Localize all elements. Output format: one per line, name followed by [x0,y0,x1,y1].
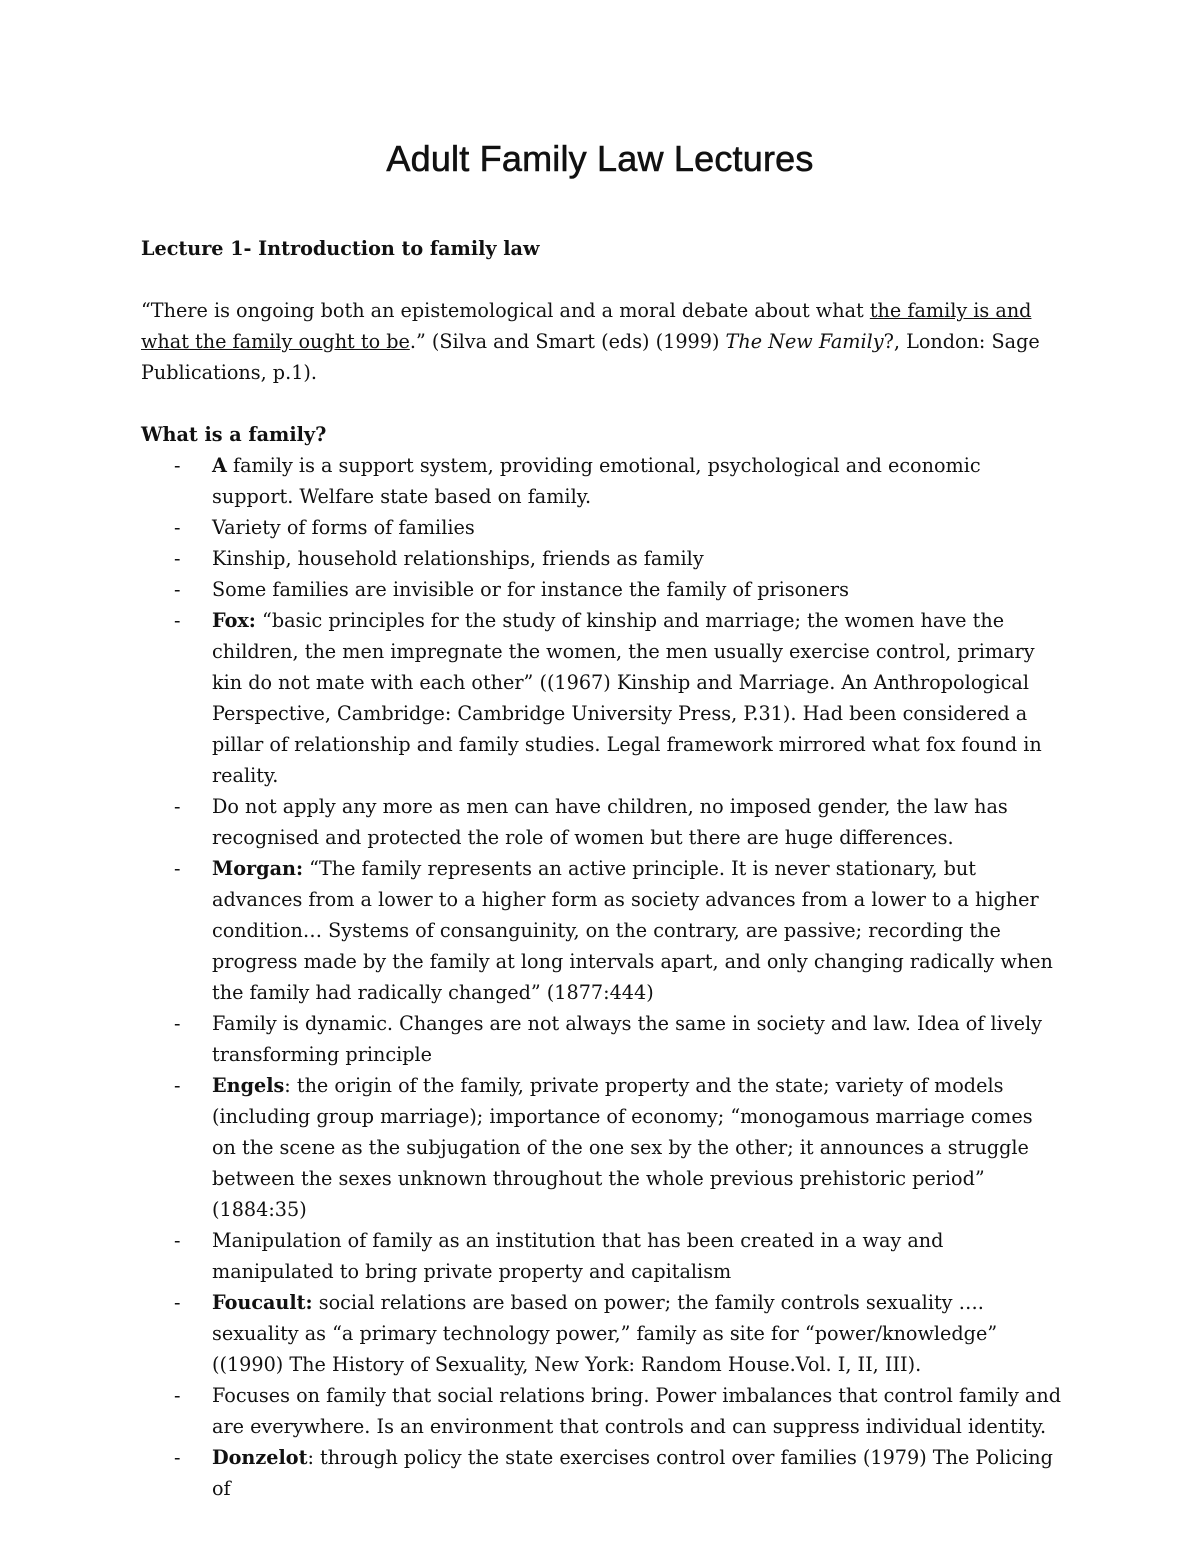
bullet-marker: - [174,1384,181,1407]
list-item [141,1287,1061,1380]
list-item-bold: Engels [212,1074,285,1097]
list-item-text: family is a support system, providing emotional, psychological and economic support. Welfare state based on family. [212,454,981,508]
list-item [141,1008,1061,1070]
lecture-heading: Lecture 1- Introduction to family law [141,237,540,260]
bullet-marker: - [174,1446,181,1469]
list-item [141,543,1061,574]
list-item-text: Do not apply any more as men can have children, no imposed gender, the law has recognised and protected the role of women but there are huge differences. [212,795,1008,849]
list-item [141,1225,1061,1287]
list-item-bold: Donzelot [212,1446,308,1469]
list-item [141,605,1061,791]
list-item-bold: A [212,454,227,477]
document-body [141,233,1061,1504]
list-item [141,853,1061,1008]
bullet-marker: - [174,1074,181,1097]
opening-quote [141,295,1061,388]
list-item [141,1442,1061,1504]
list-item-bold: Foucault: [212,1291,313,1314]
bullet-marker: - [174,516,181,539]
list-item-text: : through policy the state exercises control over families (1979) The Policing of [212,1446,1053,1500]
quote-book-title: The New Family [725,330,884,353]
list-item [141,1070,1061,1225]
bullet-marker: - [174,795,181,818]
list-item-text: Some families are invisible or for instance the family of prisoners [212,578,849,601]
bullet-marker: - [174,1229,181,1252]
list-item-text: Variety of forms of families [212,516,475,539]
list-item [141,574,1061,605]
bullet-list [141,450,1061,1504]
list-item-bold: Morgan: [212,857,304,880]
list-item [141,791,1061,853]
bullet-marker: - [174,857,181,880]
section-heading: What is a family? [141,423,327,446]
list-item-text: “basic principles for the study of kinship and marriage; the women have the children, the men impregnate the women, the men usually exercise control, primary kin do not mate with each other” ((1967) Kinship and Marriage. An Anthropological Perspective, Cambridge: Cambridge University Press, P.31). Had been considered a pillar of relationship and family studies. Legal framework mirrored what fox found in reality. [212,609,1042,787]
list-item [141,450,1061,512]
bullet-marker: - [174,609,181,632]
list-item-text: Focuses on family that social relations bring. Power imbalances that control family and are everywhere. Is an environment that controls and can suppress individual identity. [212,1384,1061,1438]
list-item [141,512,1061,543]
list-item-text: : the origin of the family, private property and the state; variety of models (including group marriage); importance of economy; “monogamous marriage comes on the scene as the subjugation of the one sex by the other; it announces a struggle between the sexes unknown throughout the whole previous prehistoric period” (1884:35) [212,1074,1033,1221]
list-item [141,1380,1061,1442]
quote-underlined: the family is and what the family ought to be [141,299,1032,353]
list-item-text: social relations are based on power; the family controls sexuality …. sexuality as “a primary technology power,” family as site for “power/knowledge” ((1990) The History of Sexuality, New York: Random House.Vol. I, II, III). [212,1291,998,1376]
list-item-text: Family is dynamic. Changes are not always the same in society and law. Idea of lively transforming principle [212,1012,1042,1066]
bullet-marker: - [174,547,181,570]
list-item-text: Manipulation of family as an institution that has been created in a way and manipulated to bring private property and capitalism [212,1229,944,1283]
bullet-marker: - [174,454,181,477]
bullet-marker: - [174,1291,181,1314]
bullet-marker: - [174,1012,181,1035]
list-item-bold: Fox: [212,609,256,632]
bullet-marker: - [174,578,181,601]
quote-mid: .” (Silva and Smart (eds) (1999) [409,330,726,353]
document-title: Adult Family Law Lectures [386,138,814,179]
list-item-text: Kinship, household relationships, friends as family [212,547,704,570]
quote-close: ?, London: Sage Publications, p.1). [141,330,1040,384]
quote-open: “There is ongoing both an epistemological and a moral debate about what [141,299,870,322]
list-item-text: “The family represents an active principle. It is never stationary, but advances from a lower to a higher form as society advances from a lower to a higher condition… Systems of consanguinity, on the contrary, are passive; recording the progress made by the family at long intervals apart, and only changing radically when the family had radically changed” (1877:444) [212,857,1053,1004]
